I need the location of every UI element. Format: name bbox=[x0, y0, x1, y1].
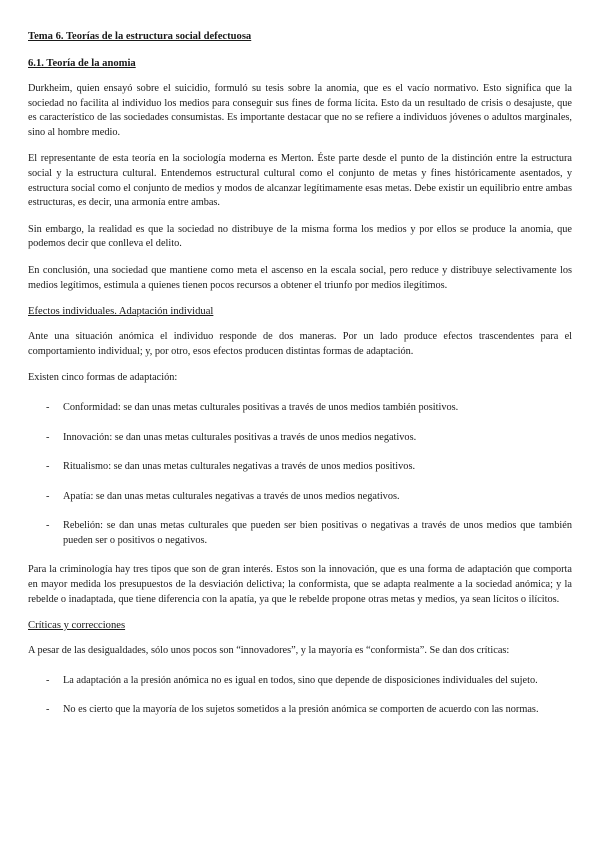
criticism-list bbox=[28, 674, 572, 718]
bullet-dash: - bbox=[46, 674, 50, 686]
list-item-text: Innovación: se dan unas metas culturales positivas a través de unos medios negativos. bbox=[63, 431, 417, 443]
bullet-dash: - bbox=[46, 461, 50, 473]
paragraph-anomic-response: Ante una situación anómica el individuo responde de dos maneras. Por un lado produce efectos trascendentes para el comportamiento individual; y, por otro, esos efectos producen distintas formas de adaptación. bbox=[28, 331, 572, 357]
adaptation-list bbox=[28, 401, 572, 549]
list-item-text: La adaptación a la presión anómica no es igual en todos, sino que depende de disposiciones individuales del sujeto. bbox=[63, 674, 538, 686]
list-item-text: Conformidad: se dan unas metas culturales positivas a través de unos medios también positivos. bbox=[63, 401, 459, 413]
paragraph-criticism-intro: A pesar de las desigualdades, sólo unos pocos son “innovadores”, y la mayoría es “conformista”. Se dan dos críticas: bbox=[28, 645, 510, 657]
list-item bbox=[28, 519, 572, 548]
list-item bbox=[28, 703, 572, 718]
list-item-text: Ritualismo: se dan unas metas culturales negativas a través de unos medios positivos. bbox=[63, 461, 416, 473]
paragraph-merton: El representante de esta teoría en la sociología moderna es Merton. Éste parte desde el punto de la distinción entre la estructura social y la estructura cultural. Entendemos estructural cultural como el conjunto de metas y fines históricamente asentados, y estructura social como el conjunto de medios y modos de alcanzar legítimamente esas metas. Debe existir un equilibrio entre ambas estructuras, es decir, una armonía entre ambas. bbox=[28, 153, 572, 209]
paragraph-durkheim: Durkheim, quien ensayó sobre el suicidio, formuló su tesis sobre la anomia, que es el vacío normativo. Esto significa que la sociedad no facilita al individuo los medios para conseguir sus fines de forma lícita. Esto da un resultado de crisis o desajuste, que es característico de las sociedades consumistas. Es importante destacar que no se refiere a individuos jóvenes o adultos marginales, sino al hombre medio. bbox=[28, 83, 572, 138]
paragraph-five-forms: Existen cinco formas de adaptación: bbox=[28, 372, 178, 384]
list-item-text: Apatía: se dan unas metas culturales negativas a través de unos medios negativos. bbox=[63, 490, 400, 502]
paragraph-criminology: Para la criminología hay tres tipos que son de gran interés. Estos son la innovación, que es una forma de adaptación que comporta en mayor medida los presupuestos de la desviación delictiva; la conformista, que se adapta realmente a la sociedad anómica; y la rebelde o inadaptada, que tiene diferencia con la apatía, ya que le rebelde propone otras metas y medios, ya sean lícitos o ilícitos. bbox=[28, 564, 572, 605]
heading-criticism: Críticas y correcciones bbox=[28, 620, 126, 632]
paragraph-reality: Sin embargo, la realidad es que la sociedad no distribuye de la misma forma los medios y por ellos se produce la anomia, que podemos decir que conlleva el delito. bbox=[28, 223, 572, 250]
list-item bbox=[28, 490, 572, 505]
bullet-dash: - bbox=[46, 431, 50, 443]
list-item bbox=[28, 460, 572, 475]
list-item-text: No es cierto que la mayoría de los sujetos sometidos a la presión anómica se comporten de acuerdo con las normas. bbox=[63, 704, 539, 716]
list-item-text: Rebelión: se dan unas metas culturales que pueden ser bien positivas o negativas a través de unos medios que también pueden ser o positivos o negativos. bbox=[63, 520, 572, 546]
bullet-dash: - bbox=[46, 401, 50, 413]
heading-individual-effects: Efectos individuales. Adaptación individual bbox=[28, 306, 214, 318]
bullet-dash: - bbox=[46, 490, 50, 502]
section-title: 6.1. Teoría de la anomia bbox=[28, 58, 136, 69]
bullet-dash: - bbox=[46, 704, 50, 716]
document-title: Tema 6. Teorías de la estructura social defectuosa bbox=[28, 31, 252, 42]
list-item bbox=[28, 674, 572, 689]
bullet-dash: - bbox=[46, 520, 50, 532]
list-item bbox=[28, 401, 572, 416]
paragraph-conclusion: En conclusión, una sociedad que mantiene como meta el ascenso en la escala social, pero reduce y distribuye selectivamente los medios legítimos, estimula a quienes tienen pocos recursos a obtener el triunfo por medios ilegítimos. bbox=[28, 264, 572, 291]
list-item bbox=[28, 431, 572, 446]
